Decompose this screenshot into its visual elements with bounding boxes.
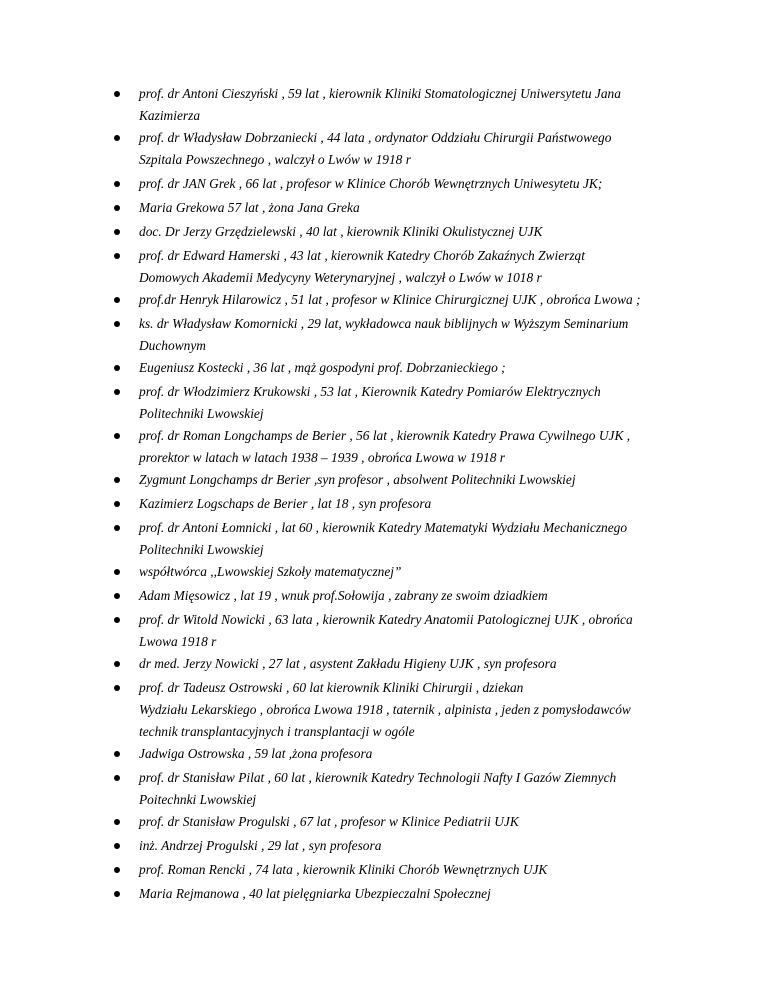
list-item-text-line: prof. dr Stanisław Pilat , 60 lat , kierownik Katedry Technologii Nafty I Gazów Ziemnych: [139, 770, 617, 785]
bullet-icon: [114, 775, 120, 781]
list-item-text-line: prorektor w latach w latach 1938 – 1939 , obrońca Lwowa w 1918 r: [139, 450, 506, 465]
list-item-text-line: prof. dr Stanisław Progulski , 67 lat , profesor w Klinice Pediatrii UJK: [139, 814, 519, 829]
bullet-icon: [114, 433, 120, 439]
bullet-icon: [114, 205, 120, 211]
bullet-icon: [114, 229, 120, 235]
list-item-text-line: Politechniki Lwowskiej: [139, 406, 264, 421]
bullet-icon: [114, 297, 120, 303]
list-item-text-line: współtwórca ,,Lwowskiej Szkoły matematycznej”: [139, 564, 402, 579]
list-item-text-line: technik transplantacyjnych i transplantacji w ogóle: [139, 724, 415, 739]
list-item-text-line: Wydziału Lekarskiego , obrońca Lwowa 1918 , taternik , alpinista , jeden z pomysłodawców: [139, 702, 631, 717]
bullet-icon: [114, 181, 120, 187]
bullet-icon: [114, 593, 120, 599]
list-item-text-line: dr med. Jerzy Nowicki , 27 lat , asystent Zakładu Higieny UJK , syn profesora: [139, 656, 557, 671]
bullet-icon: [114, 819, 120, 825]
bullet-icon: [114, 867, 120, 873]
bullet-icon: [114, 525, 120, 531]
list-item-text-line: doc. Dr Jerzy Grzędzielewski , 40 lat , kierownik Kliniki Okulistycznej UJK: [139, 224, 543, 239]
list-item-text-line: Duchownym: [139, 338, 206, 353]
list-item-text-line: Zygmunt Longchamps dr Berier ,syn profesor , absolwent Politechniki Lwowskiej: [139, 472, 576, 487]
bullet-icon: [114, 135, 120, 141]
list-item-text-line: prof. Roman Rencki , 74 lata , kierownik Kliniki Chorób Wewnętrznych UJK: [139, 862, 548, 877]
list-item-text-line: Maria Rejmanowa , 40 lat pielęgniarka Ubezpieczalni Społecznej: [139, 886, 491, 901]
bullet-icon: [114, 253, 120, 259]
list-item-text-line: prof. dr Edward Hamerski , 43 lat , kierownik Katedry Chorób Zakaźnych Zwierząt: [139, 248, 585, 263]
list-item-text-line: Maria Grekowa 57 lat , żona Jana Greka: [139, 200, 360, 215]
list-item-text-line: prof. dr JAN Grek , 66 lat , profesor w Klinice Chorób Wewnętrznych Uniwesytetu JK;: [139, 176, 603, 191]
bullet-icon: [114, 569, 120, 575]
bullet-icon: [114, 477, 120, 483]
bullet-icon: [114, 685, 120, 691]
list-item-text-line: prof.dr Henryk Hilarowicz , 51 lat , profesor w Klinice Chirurgicznej UJK , obrońca Lwowa ;: [139, 292, 641, 307]
list-item-text-line: prof. dr Władysław Dobrzaniecki , 44 lata , ordynator Oddziału Chirurgii Państwowego: [139, 130, 612, 145]
bullet-icon: [114, 891, 120, 897]
bullet-icon: [114, 365, 120, 371]
bullet-icon: [114, 321, 120, 327]
bullet-icon: [114, 751, 120, 757]
list-item-text-line: prof. dr Witold Nowicki , 63 lata , kierownik Katedry Anatomii Patologicznej UJK , obrońca: [139, 612, 633, 627]
list-item-text-line: Poitechnki Lwowskiej: [139, 792, 257, 807]
list-item-text-line: ks. dr Władysław Komornicki , 29 lat, wykładowca nauk biblijnych w Wyższym Seminarium: [139, 316, 629, 331]
list-item-text-line: Kazimierza: [139, 108, 201, 123]
list-item-text-line: Eugeniusz Kostecki , 36 lat , mąż gospodyni prof. Dobrzanieckiego ;: [139, 360, 506, 375]
list-item-text-line: Szpitala Powszechnego , walczył o Lwów w 1918 r: [139, 152, 411, 167]
list-item-text-line: prof. dr Tadeusz Ostrowski , 60 lat kierownik Kliniki Chirurgii , dziekan: [139, 680, 524, 695]
list-item-text-line: prof. dr Antoni Łomnicki , lat 60 , kierownik Katedry Matematyki Wydziału Mechanicznego: [139, 520, 628, 535]
list-item-text-line: inż. Andrzej Progulski , 29 lat , syn profesora: [139, 838, 382, 853]
list-item-text-line: Kazimierz Logschaps de Berier , lat 18 , syn profesora: [139, 496, 432, 511]
bullet-icon: [114, 501, 120, 507]
bullet-icon: [114, 91, 120, 97]
bullet-icon: [114, 389, 120, 395]
bullet-icon: [114, 661, 120, 667]
list-item-text-line: Adam Mięsowicz , lat 19 , wnuk prof.Sołowija , zabrany ze swoim dziadkiem: [139, 588, 548, 603]
list-item-text-line: Jadwiga Ostrowska , 59 lat ,żona profesora: [139, 746, 373, 761]
list-item-text-line: Politechniki Lwowskiej: [139, 542, 264, 557]
bullet-icon: [114, 843, 120, 849]
list-item-text-line: Domowych Akademii Medycyny Weterynaryjnej , walczył o Lwów w 1018 r: [139, 270, 542, 285]
bullet-icon: [114, 617, 120, 623]
list-item-text-line: prof. dr Włodzimierz Krukowski , 53 lat , Kierownik Katedry Pomiarów Elektrycznych: [139, 384, 601, 399]
list-item-text-line: prof. dr Antoni Cieszyński , 59 lat , kierownik Kliniki Stomatologicznej Uniwersytetu Jana: [139, 86, 621, 101]
list-item-text-line: Lwowa 1918 r: [139, 634, 217, 649]
list-item-text-line: prof. dr Roman Longchamps de Berier , 56 lat , kierownik Katedry Prawa Cywilnego UJK ,: [139, 428, 631, 443]
